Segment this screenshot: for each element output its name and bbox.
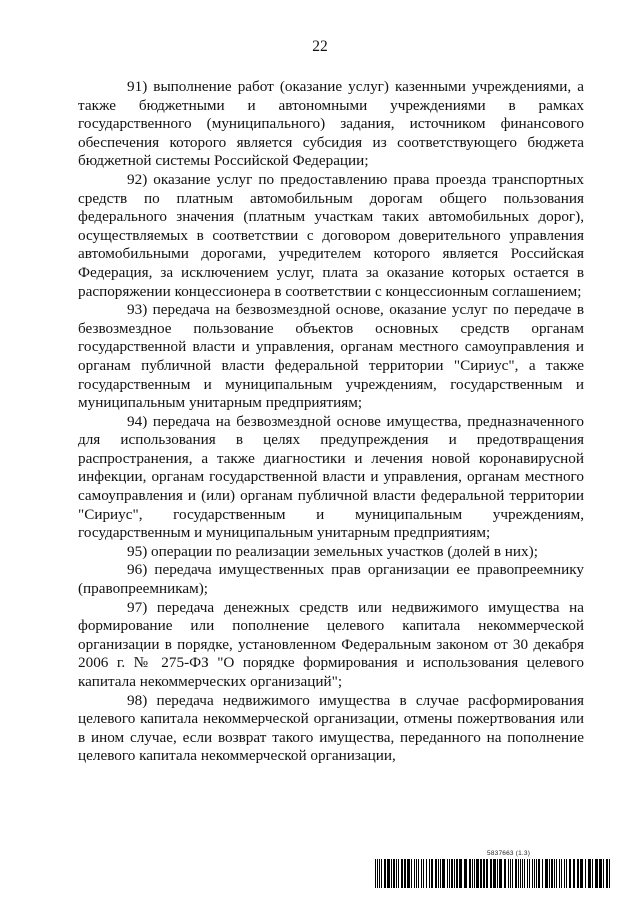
document-body	[78, 78, 584, 766]
paragraph-item-92: 92) оказание услуг по предоставлению права проезда транспортных средств по платным автомобильным дорогам общего пользования федерального значения (платным участкам таких автомобильных дорог), осуществляемых в соответствии с договором доверительного управления автомобильными дорогами, учредителем которого является Российская Федерация, за исключением услуг, плата за оказание которых остается в распоряжении концессионера в соответствии с концессионным соглашением;	[78, 170, 584, 300]
paragraph-item-98: 98) передача недвижимого имущества в случае расформирования целевого капитала некоммерческой организации, отмены пожертвования или в ином случае, если возврат такого имущества, переданного на пополнение целевого капитала некоммерческой организации,	[78, 691, 584, 765]
paragraph-item-94: 94) передача на безвозмездной основе имущества, предназначенного для использования в целях предупреждения и предотвращения распространения, а также диагностики и лечения новой коронавирусной инфекции, органам государственной власти и управления, органам местного самоуправления и (или) органам публичной власти федеральной территории "Сириус", государственным и муниципальным учреждениям, государственным и муниципальным унитарным предприятиям;	[78, 412, 584, 542]
paragraph-item-97: 97) передача денежных средств или недвижимого имущества на формирование или пополнение целевого капитала некоммерческой организации в порядке, установленном Федеральным законом от 30 декабря 2006 г. № 275-ФЗ "О порядке формирования и использования целевого капитала некоммерческих организаций";	[78, 598, 584, 690]
barcode-icon	[375, 859, 610, 888]
paragraph-item-91: 91) выполнение работ (оказание услуг) казенными учреждениями, а также бюджетными и автономными учреждениями в рамках государственного (муниципального) задания, источником финансового обеспечения которого является субсидия из соответствующего бюджета бюджетной системы Российской Федерации;	[78, 78, 584, 170]
paragraph-item-96: 96) передача имущественных прав организации ее правопреемнику (правопреемникам);	[78, 561, 584, 598]
paragraph-item-95: 95) операции по реализации земельных участков (долей в них);	[127, 542, 538, 560]
page-number: 22	[312, 38, 328, 55]
paragraph-item-93: 93) передача на безвозмездной основе, оказание услуг по передаче в безвозмездное пользование объектов основных средств органам государственной власти и управления, органам местного самоуправления и органам публичной власти федеральной территории "Сириус", а также государственным и муниципальным учреждениям, государственным и муниципальным унитарным предприятиям;	[78, 301, 584, 412]
stamp-code: 5837663 (1.3)	[487, 850, 531, 857]
